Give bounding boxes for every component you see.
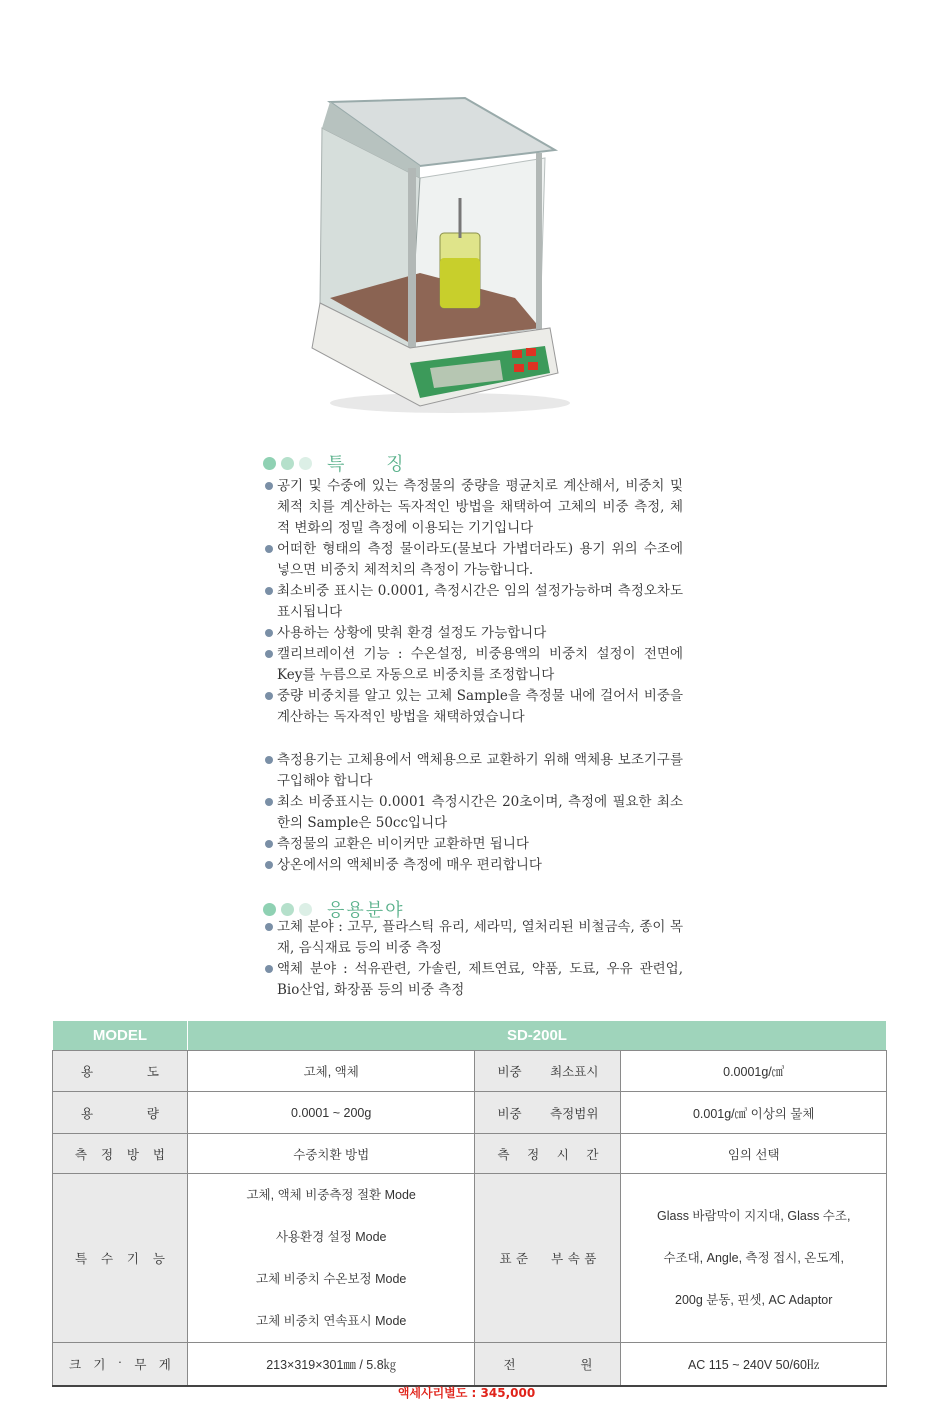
list-item: 상온에서의 액체비중 측정에 매우 편리합니다 — [263, 855, 683, 876]
list-item: 사용하는 상황에 맞춰 환경 설정도 가능합니다 — [263, 623, 683, 644]
table-row — [53, 1343, 887, 1386]
features-list-2 — [263, 750, 683, 876]
features-list — [263, 476, 683, 728]
model-label: MODEL — [53, 1021, 188, 1051]
spec-table — [52, 1020, 887, 1387]
min-display-value: 0.0001g/㎤ — [621, 1051, 887, 1092]
bullet-dot-icon — [281, 457, 294, 470]
list-item: 고체 분야 : 고무, 플라스틱 유리, 세라믹, 열처리된 비철금속, 종이 목재, 음식재료 등의 비중 측정 — [263, 917, 683, 959]
list-item: 중량 비중치를 알고 있는 고체 Sample을 측정물 내에 걸어서 비중을 계산하는 독자적인 방법을 채택하였습니다 — [263, 686, 683, 728]
bullet-dot-icon — [299, 903, 312, 916]
capacity-label: 용 량 — [53, 1092, 188, 1134]
bullet-dot-icon — [263, 903, 276, 916]
list-item: 측정용기는 고체용에서 액체용으로 교환하기 위해 액체용 보조기구를 구입해야 합니다 — [263, 750, 683, 792]
accessory-value: 수조대, Angle, 측정 접시, 온도계, — [663, 1251, 844, 1265]
time-value: 임의 선택 — [621, 1134, 887, 1174]
min-display-label: 비중 최소표시 — [475, 1051, 621, 1092]
applications-title: 응용분야 — [327, 900, 405, 921]
bullet-dot-icon — [299, 457, 312, 470]
method-label: 측 정 방 법 — [53, 1134, 188, 1174]
list-item: 액체 분야 : 석유관련, 가솔린, 제트연료, 약품, 도료, 우유 관련업, Bio산업, 화장품 등의 비중 측정 — [263, 959, 683, 1001]
special-values — [187, 1174, 475, 1343]
special-label: 특 수 기 능 — [53, 1174, 188, 1343]
price-note: 액세사리별도 : 345,000 — [397, 1386, 536, 1400]
table-row — [53, 1051, 887, 1092]
special-value: 고체 비중치 연속표시 Mode — [256, 1314, 407, 1328]
range-label: 비중 측정범위 — [475, 1092, 621, 1134]
size-value: 213×319×301㎜ / 5.8㎏ — [187, 1343, 475, 1386]
features-title: 특 징 — [327, 454, 422, 475]
table-row — [53, 1174, 887, 1343]
applications-list — [263, 917, 683, 1001]
list-item: 측정물의 교환은 비이커만 교환하면 됩니다 — [263, 834, 683, 855]
accessory-value: Glass 바람막이 지지대, Glass 수조, — [657, 1209, 851, 1223]
time-label: 측 정 시 간 — [475, 1134, 621, 1174]
list-item: 최소비중 표시는 0.0001, 측정시간은 임의 설정가능하며 측정오차도 표시됩니다 — [263, 581, 683, 623]
table-row — [53, 1092, 887, 1134]
features-heading — [263, 450, 422, 476]
capacity-value: 0.0001 ~ 200g — [187, 1092, 475, 1134]
power-value: AC 115 ~ 240V 50/60㎐ — [621, 1343, 887, 1386]
product-image — [300, 88, 590, 423]
table-row — [53, 1021, 887, 1051]
size-label: 크 기 · 무 게 — [53, 1343, 188, 1386]
power-label: 전 원 — [475, 1343, 621, 1386]
list-item: 최소 비중표시는 0.0001 측정시간은 20초이며, 측정에 필요한 최소한의 Sample은 50cc입니다 — [263, 792, 683, 834]
special-value: 사용환경 설정 Mode — [275, 1230, 387, 1244]
usage-value: 고체, 액체 — [187, 1051, 475, 1092]
bullet-dot-icon — [281, 903, 294, 916]
range-value: 0.001g/㎤ 이상의 물체 — [621, 1092, 887, 1134]
accessories-label: 표 준 부 속 품 — [475, 1174, 621, 1343]
bullet-dot-icon — [263, 457, 276, 470]
list-item: 어떠한 형태의 측정 물이라도(물보다 가볍더라도) 용기 위의 수조에 넣으면 비중치 체적치의 측정이 가능합니다. — [263, 539, 683, 581]
table-row — [53, 1134, 887, 1174]
method-value: 수중치환 방법 — [187, 1134, 475, 1174]
special-value: 고체 비중치 수온보정 Mode — [256, 1272, 407, 1286]
special-value: 고체, 액체 비중측정 절환 Mode — [246, 1188, 416, 1202]
accessories-values — [621, 1174, 887, 1343]
list-item: 캘리브레이션 기능 : 수온설정, 비중용액의 비중치 설정이 전면에 Key를 누름으로 자동으로 비중치를 조정합니다 — [263, 644, 683, 686]
accessory-value: 200g 분동, 핀셋, AC Adaptor — [675, 1293, 833, 1307]
model-value: SD-200L — [187, 1021, 886, 1051]
usage-label: 용 도 — [53, 1051, 188, 1092]
list-item: 공기 및 수중에 있는 측정물의 중량을 평균치로 계산해서, 비중치 및 체적 치를 계산하는 독자적인 방법을 채택하여 고체의 비중 측정, 체적 변화의 정밀 측정에 이용되는 기기입니다 — [263, 476, 683, 539]
